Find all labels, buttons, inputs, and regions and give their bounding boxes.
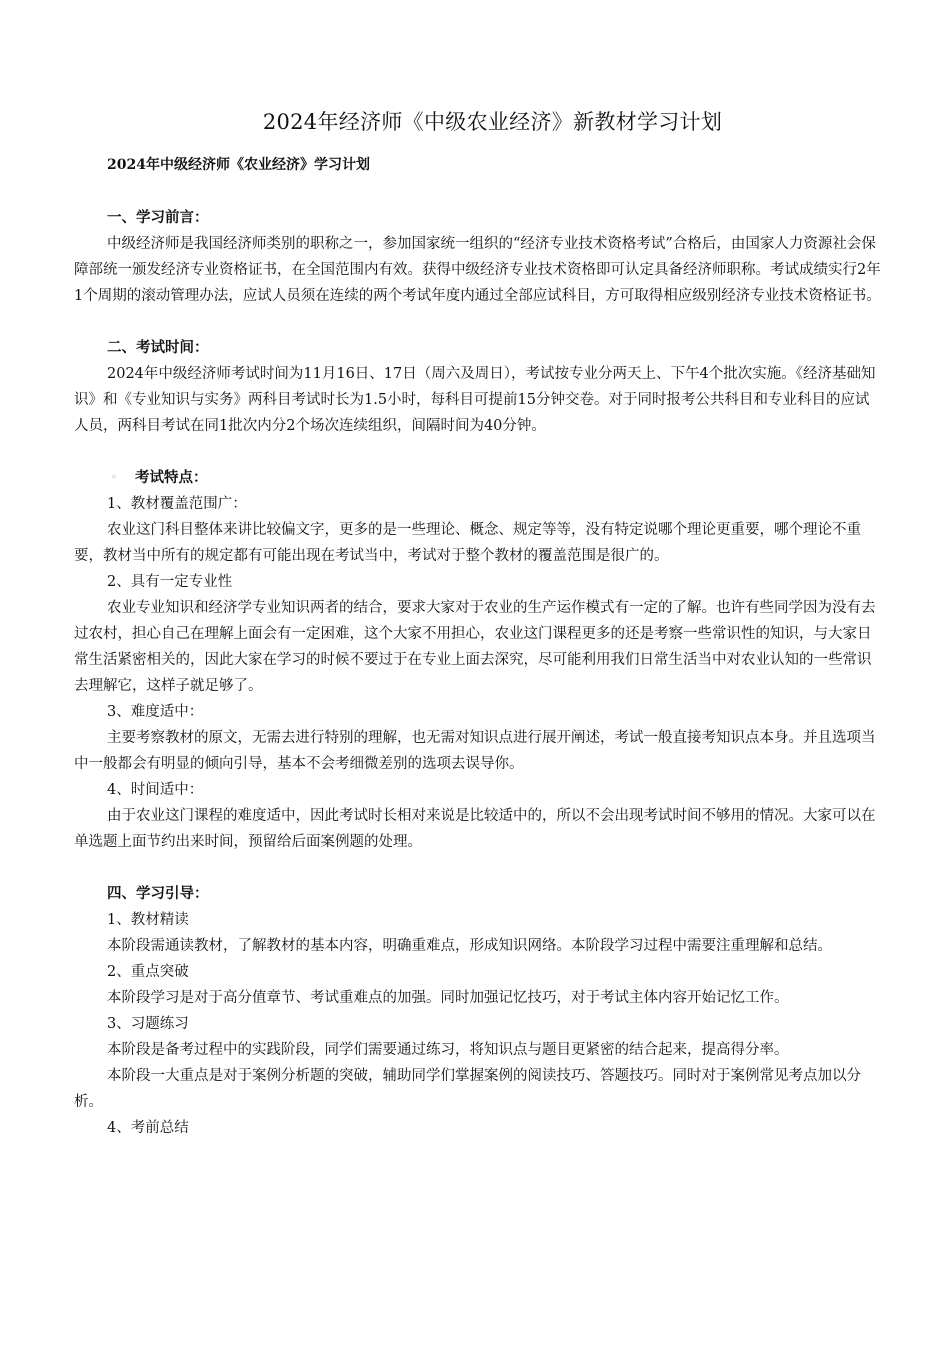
section-3-heading — [74, 465, 882, 491]
section-3-item-1-title: 1、教材覆盖范围广： — [107, 496, 247, 512]
section-3-item-3-text: 主要考察教材的原文，无需去进行特别的理解，也无需对知识点进行展开阐述，考试一般直接考知识点本身。并且选项当中一般都会有明显的倾向引导，基本不会考细微差别的选项去误导你。 — [74, 730, 876, 772]
section-4-item-3-title: 3、习题练习 — [107, 1016, 189, 1032]
section-4-item-1-title: 1、教材精读 — [107, 912, 189, 928]
section-3-item-2-text: 农业专业知识和经济学专业知识两者的结合，要求大家对于农业的生产运作模式有一定的了解。也许有些同学因为没有去过农村，担心自己在理解上面会有一定困难，这个大家不用担心，农业这门课程更多的还是考察一些常识性的知识，与大家日常生活紧密相关的，因此大家在学习的时候不要过于在专业上面去深究，尽可能利用我们日常生活当中对农业认知的一些常识去理解它，这样子就足够了。 — [74, 600, 876, 694]
section-3-item-2-title: 2、具有一定专业性 — [107, 574, 233, 590]
section-3-item-4-title: 4、时间适中： — [107, 782, 204, 798]
section-2-heading: 二、考试时间： — [107, 339, 209, 356]
section-4-item-3-text-2: 本阶段一大重点是对于案例分析题的突破，辅助同学们掌握案例的阅读技巧、答题技巧。同时对于案例常见考点加以分析。 — [74, 1068, 861, 1110]
section-4-item-1-text: 本阶段需通读教材，了解教材的基本内容，明确重难点，形成知识网络。本阶段学习过程中需要注重理解和总结。 — [107, 938, 832, 954]
section-4-item-3-text-1: 本阶段是备考过程中的实践阶段，同学们需要通过练习，将知识点与题目更紧密的结合起来，提高得分率。 — [107, 1042, 789, 1058]
section-4-item-4-title: 4、考前总结 — [107, 1120, 189, 1136]
section-2-paragraph: 2024年中级经济师考试时间为11月16日、17日（周六及周日），考试按专业分两天上、下午4个批次实施。《经济基础知识》和《专业知识与实务》两科目考试时长为1.5小时，每科目可提前15分钟交卷。对于同时报考公共科目和专业科目的应试人员，两科目考试在同1批次内分2个场次连续组织，间隔时间为40分钟。 — [74, 366, 876, 434]
section-3-item-4-text: 由于农业这门课程的难度适中，因此考试时长相对来说是比较适中的，所以不会出现考试时间不够用的情况。大家可以在单选题上面节约出来时间，预留给后面案例题的处理。 — [74, 808, 876, 850]
section-4-item-2-text: 本阶段学习是对于高分值章节、考试重难点的加强。同时加强记忆技巧，对于考试主体内容开始记忆工作。 — [107, 990, 789, 1006]
section-1-heading: 一、学习前言： — [107, 209, 209, 226]
section-4-heading: 四、学习引导： — [107, 885, 209, 902]
document-title: 2024年经济师《中级农业经济》新教材学习计划 — [262, 110, 723, 134]
section-3-heading-text: 考试特点： — [135, 469, 208, 486]
bullet-icon: ◦ — [111, 472, 117, 483]
section-3-item-1-text: 农业这门科目整体来讲比较偏文字，更多的是一些理论、概念、规定等等，没有特定说哪个理论更重要，哪个理论不重要，教材当中所有的规定都有可能出现在考试当中，考试对于整个教材的覆盖范围是很广的。 — [74, 522, 861, 564]
section-1-paragraph: 中级经济师是我国经济师类别的职称之一，参加国家统一组织的“经济专业技术资格考试”合格后，由国家人力资源社会保障部统一颁发经济专业资格证书，在全国范围内有效。获得中级经济专业技术资格即可认定具备经济师职称。考试成绩实行2年1个周期的滚动管理办法，应试人员须在连续的两个考试年度内通过全部应试科目，方可取得相应级别经济专业技术资格证书。 — [74, 236, 881, 304]
section-3-item-3-title: 3、难度适中： — [107, 704, 204, 720]
document-subtitle: 2024年中级经济师《农业经济》学习计划 — [107, 157, 370, 173]
document-body — [74, 205, 882, 1141]
section-4-item-2-title: 2、重点突破 — [107, 964, 189, 980]
